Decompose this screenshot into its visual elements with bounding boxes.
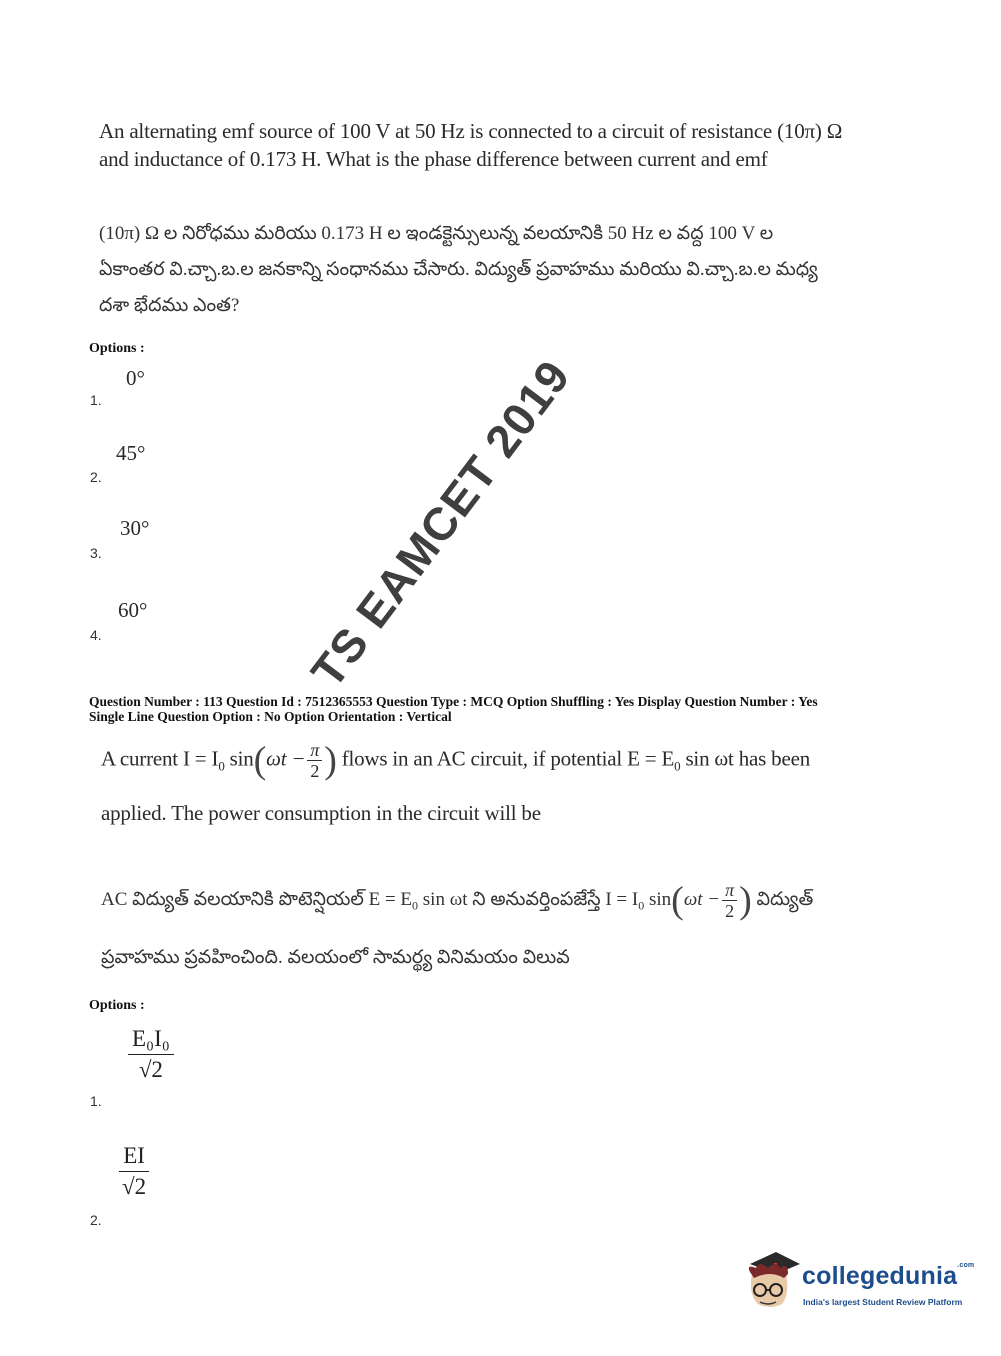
option-number: 4. [90,627,102,643]
fraction-numerator: E₀I₀ [128,1024,174,1055]
question-113-english-line1: A current $I = I_0$ sin(ωt − $\frac{\pi}{2}$ ) flows in an AC circuit, if potential $E = E_0$ sin ωt has been [101,739,811,782]
question-text: flows in an AC circuit, if potential E = E [336,746,675,771]
option-value-fraction[interactable] [128,1024,174,1085]
option-value-fraction[interactable] [118,1141,150,1202]
option-value[interactable]: 30° [120,516,150,540]
question-112-telugu [99,216,899,324]
option-value[interactable]: 45° [116,441,146,465]
option-number: 1. [90,1093,102,1109]
option-value[interactable]: 60° [118,598,148,622]
question-text-line: and inductance of 0.173 H. What is the phase difference between current and emf [99,147,768,171]
question-text: sin ωt ని అనువర్తింపజేస్తే I = I [418,888,639,910]
logo-tagline: India's largest Student Review Platform [803,1297,963,1307]
question-113-english-line2: applied. The power consumption in the circuit will be [101,801,541,825]
question-text: విద్యుత్ [751,888,814,910]
collegedunia-logo [740,1250,975,1315]
math-expression: ωt − [683,888,721,910]
subscript: 0 [412,898,419,913]
subscript: 0 [674,758,681,774]
question-text-line: ఏకాంతర వి.చ్చా.బ.ల జనకాన్ని సంధానము చేసారు. విద్యుత్ ప్రవాహము మరియు వి.చ్చా.బ.ల మధ్య [99,259,818,280]
option-number: 1. [90,392,102,408]
question-113-telugu-line2: ప్రవాహము ప్రవహించింది. వలయంలో సామర్థ్య వినిమయం విలువ [101,947,570,968]
fraction-denominator: √2 [138,1057,163,1082]
subscript: 0 [638,898,645,913]
question-text: sin [644,888,672,910]
question-text-line: (10π) Ω ల నిరోధము మరియు 0.173 H ల ఇండక్టెన్సులున్న వలయానికి 50 Hz ల వద్ద 100 V ల [99,223,774,244]
question-text: sin ωt has been [680,746,811,771]
question-meta [89,694,818,724]
question-text-line: An alternating emf source of 100 V at 50 Hz is connected to a circuit of resistance (10π) Ω [99,119,843,143]
question-meta-line: Question Number : 113 Question Id : 7512365553 Question Type : MCQ Option Shuffling : Yes Display Question Number : Yes [89,694,818,709]
fraction-denominator: √2 [122,1174,147,1199]
question-113-telugu-line1: AC విద్యుత్ వలయానికి పొటెన్షియల్ $E = E_0$ sin ωt ని అనువర్తింపజేస్తే $I = I_0$ sin(ωt − $\frac{\pi}{2}$ ) విద్యుత్ [101,879,814,922]
options-label: Options : [89,341,145,356]
option-number: 2. [90,1212,102,1228]
watermark: TS EAMCET 2019 [300,350,580,697]
question-112-english [99,117,899,173]
question-text: AC విద్యుత్ వలయానికి పొటెన్షియల్ E = E [101,888,413,910]
student-mascot-icon [740,1250,802,1312]
question-text: sin [224,746,254,771]
subscript: 0 [218,758,225,774]
question-text-line: దశా భేదము ఎంత? [99,295,240,316]
fraction-numerator: EI [119,1141,149,1172]
options-label: Options : [89,998,145,1013]
question-text: A current I = I [101,746,219,771]
option-number: 2. [90,469,102,485]
option-value[interactable]: 0° [126,366,145,390]
logo-wordmark: collegedunia$^{.com}$ [802,1262,975,1290]
option-number: 3. [90,545,102,561]
pi-over-two-fraction: $\frac{\pi}{2}$ [722,880,737,921]
pi-over-two-fraction: $\frac{\pi}{2}$ [307,740,322,781]
question-meta-line: Single Line Question Option : No Option Orientation : Vertical [89,709,452,724]
math-expression: ωt − [266,746,306,771]
